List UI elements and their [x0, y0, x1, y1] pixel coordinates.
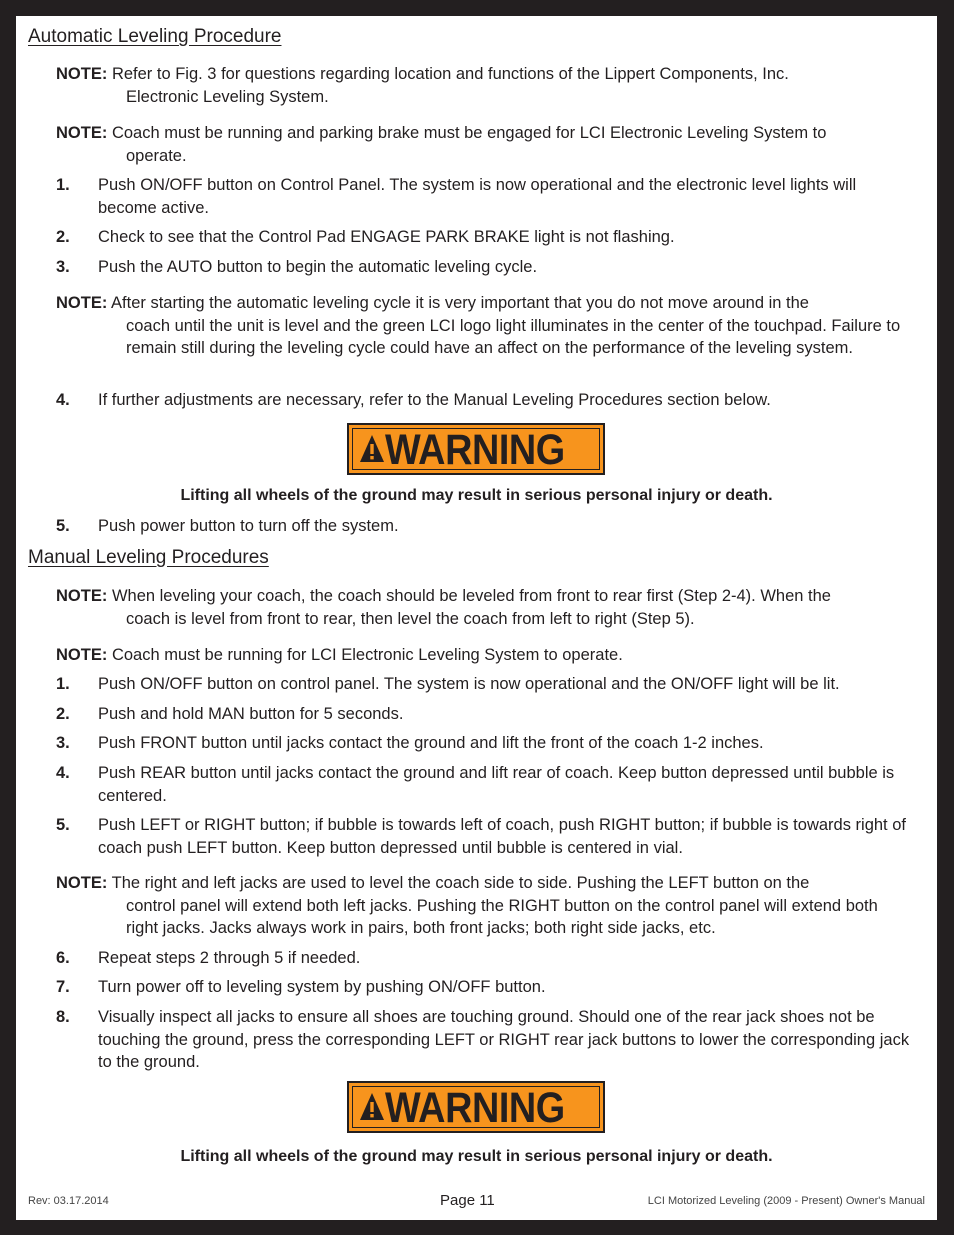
step-text: Push FRONT button until jacks contact the ground and lift the front of the coach 1-2 inches. — [98, 734, 764, 752]
manual-step-1 — [56, 673, 916, 696]
auto-step-3 — [56, 256, 916, 279]
auto-step-4 — [56, 389, 916, 412]
manual-step-7 — [56, 976, 916, 999]
step-text: Push the AUTO button to begin the automatic leveling cycle. — [98, 258, 538, 276]
step-text: Push power button to turn off the system. — [98, 517, 399, 535]
note-text-continued: control panel will extend both left jacks. Pushing the RIGHT button on the control panel will extend both right jacks. Jacks always work in pairs, both front jacks; both right side jacks, etc. — [126, 896, 878, 937]
manual-step-4 — [56, 762, 916, 807]
step-text: Push REAR button until jacks contact the ground and lift rear of coach. Keep button depressed until bubble is centered. — [98, 764, 895, 805]
auto-step-5 — [56, 515, 916, 538]
note-side-to-side — [56, 872, 906, 940]
step-text: Check to see that the Control Pad ENGAGE PARK BRAKE light is not flashing. — [98, 228, 675, 246]
note-text-continued: coach until the unit is level and the green LCI logo light illuminates in the center of the touchpad. Failure to remain still during the leveling cycle could have an affect on the performance of the leveling system. — [126, 316, 901, 357]
note-text-continued: coach is level from front to rear, then level the coach from left to right (Step 5). — [126, 609, 695, 628]
note-label: NOTE: — [56, 874, 108, 892]
section-heading-manual: Manual Leveling Procedures — [28, 547, 269, 568]
warning-text: Lifting all wheels of the ground may result in serious personal injury or death. — [180, 1148, 773, 1165]
auto-step-1 — [56, 174, 916, 219]
note-parking-brake — [56, 122, 906, 167]
manual-step-5 — [56, 814, 916, 859]
note-label: NOTE: — [56, 124, 108, 142]
note-coach-running — [56, 644, 906, 667]
step-number: 2. — [56, 228, 70, 246]
step-text: Visually inspect all jacks to ensure all shoes are touching ground. Should one of the rear jack shoes not be touching the ground, press the corresponding LEFT or RIGHT rear jack buttons to lower the corresponding jack to the ground. — [98, 1008, 910, 1071]
section-heading-automatic: Automatic Leveling Procedure — [28, 26, 282, 47]
note-text-continued: Electronic Leveling System. — [126, 87, 329, 106]
step-number: 1. — [56, 675, 70, 693]
step-number: 3. — [56, 734, 70, 752]
manual-step-2 — [56, 703, 916, 726]
step-number: 5. — [56, 517, 70, 535]
step-number: 2. — [56, 705, 70, 723]
note-label: NOTE: — [56, 65, 108, 83]
warning-label: WARNING — [385, 426, 565, 474]
warning-sign — [347, 423, 605, 475]
step-text: Push ON/OFF button on control panel. The system is now operational and the ON/OFF light will be lit. — [98, 675, 840, 693]
step-number: 6. — [56, 949, 70, 967]
footer-manual-title: LCI Motorized Leveling (2009 - Present) Owner's Manual — [647, 1195, 925, 1207]
note-text: Coach must be running for LCI Electronic Leveling System to operate. — [111, 646, 623, 664]
note-label: NOTE: — [56, 587, 108, 605]
step-number: 3. — [56, 258, 70, 276]
warning-triangle-icon — [359, 1092, 385, 1122]
step-text: Push LEFT or RIGHT button; if bubble is towards left of coach, push RIGHT button; if bubble is towards right of coach push LEFT button. Keep button depressed until bubble is centered in vial. — [98, 816, 906, 857]
manual-step-3 — [56, 732, 916, 755]
manual-step-6 — [56, 947, 916, 970]
note-text: The right and left jacks are used to level the coach side to side. Pushing the LEFT button on the — [111, 874, 810, 892]
step-text: Repeat steps 2 through 5 if needed. — [98, 949, 361, 967]
manual-step-8 — [56, 1006, 916, 1074]
note-fig3 — [56, 63, 906, 108]
note-remain-still — [56, 292, 906, 360]
note-label: NOTE: — [56, 646, 108, 664]
warning-triangle-icon — [359, 434, 385, 464]
step-text: Push ON/OFF button on Control Panel. The system is now operational and the electronic level lights will become active. — [98, 176, 857, 217]
note-text: Coach must be running and parking brake must be engaged for LCI Electronic Leveling System to — [111, 124, 827, 142]
note-label: NOTE: — [56, 294, 108, 312]
warning-label: WARNING — [385, 1084, 565, 1132]
step-number: 4. — [56, 391, 70, 409]
note-text: After starting the automatic leveling cycle it is very important that you do not move around in the — [111, 294, 809, 312]
step-text: Turn power off to leveling system by pushing ON/OFF button. — [98, 978, 546, 996]
warning-text: Lifting all wheels of the ground may result in serious personal injury or death. — [180, 487, 773, 504]
step-number: 4. — [56, 764, 70, 782]
note-text: Refer to Fig. 3 for questions regarding location and functions of the Lippert Components, Inc. — [111, 65, 789, 83]
step-number: 7. — [56, 978, 70, 996]
note-text: When leveling your coach, the coach should be leveled from front to rear first (Step 2-4). When the — [111, 587, 831, 605]
step-number: 8. — [56, 1008, 70, 1026]
note-front-to-rear — [56, 585, 906, 630]
note-text-continued: operate. — [126, 146, 187, 165]
warning-sign — [347, 1081, 605, 1133]
footer-page-number: Page 11 — [440, 1192, 495, 1209]
auto-step-2 — [56, 226, 916, 249]
step-text: If further adjustments are necessary, refer to the Manual Leveling Procedures section below. — [98, 391, 771, 409]
footer-revision: Rev: 03.17.2014 — [28, 1195, 109, 1207]
document-page — [16, 16, 937, 1220]
step-text: Push and hold MAN button for 5 seconds. — [98, 705, 404, 723]
step-number: 1. — [56, 176, 70, 194]
step-number: 5. — [56, 816, 70, 834]
